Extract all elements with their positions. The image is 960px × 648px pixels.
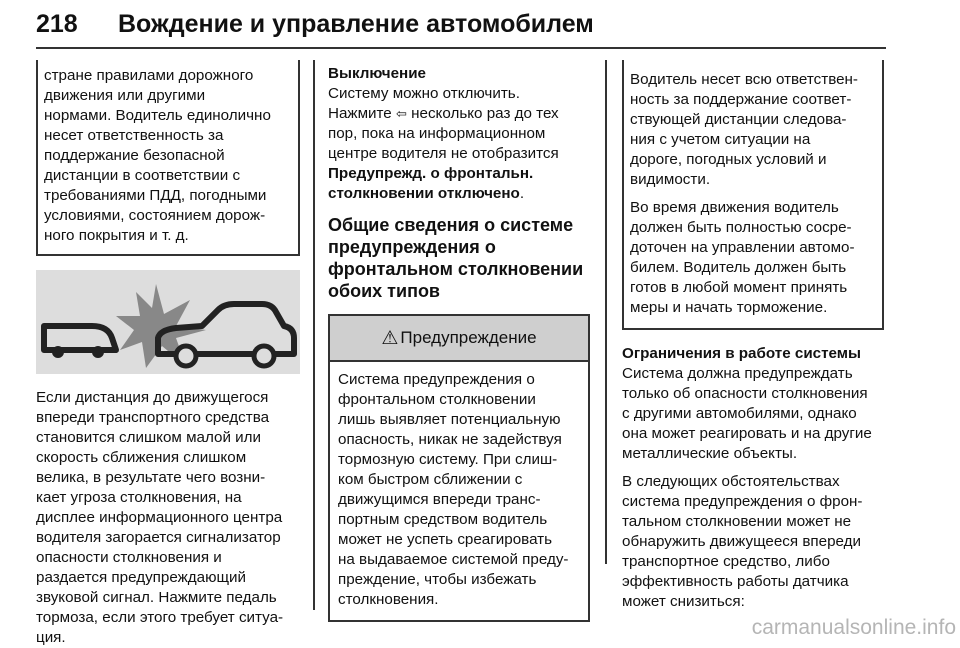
heading-line: фронтальном столкновении	[328, 259, 584, 279]
warning-line: может не успеть среагировать	[338, 531, 553, 548]
continued-notice-box	[36, 60, 300, 256]
box-line: стране правилами дорожного	[44, 67, 254, 84]
body-line: ция.	[36, 629, 66, 646]
body-line: становится слишком малой или	[36, 429, 261, 446]
message-text: столкновении отключено	[328, 185, 520, 202]
box-paragraph	[630, 198, 874, 318]
warning-line: тормозную систему. При слиш-	[338, 451, 558, 468]
body-line: тальном столкновении может не	[622, 513, 852, 530]
limitations-paragraph	[622, 364, 884, 464]
warning-title: Предупреждение	[400, 328, 537, 347]
press-prefix: Нажмите	[328, 105, 392, 122]
column-2	[328, 60, 590, 622]
body-line: кает угроза столкновения, на	[36, 489, 242, 506]
body-line: металлические объекты.	[622, 445, 798, 462]
body-line: пор, пока на информационном	[328, 125, 546, 142]
message-tail: .	[519, 185, 525, 202]
box-line: меры и начать торможение.	[630, 299, 828, 316]
box-line: готов в любой момент принять	[630, 279, 848, 296]
collision-warning-illustration	[36, 270, 300, 374]
body-line: В следующих обстоятельствах	[622, 473, 840, 490]
body-line: велика, в результате чего возни-	[36, 469, 266, 486]
body-line: транспортное средство, либо	[622, 553, 830, 570]
subheading-limitations: Ограничения в работе системы	[622, 345, 862, 362]
body-line: Система должна предупреждать	[622, 365, 853, 382]
column-divider	[605, 60, 607, 564]
box-line: билем. Водитель должен быть	[630, 259, 847, 276]
box-line: движения или другими	[44, 87, 206, 104]
body-line: может снизиться:	[622, 593, 745, 610]
box-line: должен быть полностью сосре-	[630, 219, 852, 236]
box-line: ствующей дистанции следова-	[630, 111, 847, 128]
body-line: Если дистанция до движущегося	[36, 389, 269, 406]
warning-line: на выдаваемое системой преду-	[338, 551, 569, 568]
box-line: ность за поддержание соответ-	[630, 91, 852, 108]
body-line: центре водителя не отобразится	[328, 145, 559, 162]
body-line: с другими автомобилями, однако	[622, 405, 857, 422]
warning-box	[328, 314, 590, 622]
body-line: водителя загорается сигнализатор	[36, 529, 281, 546]
box-line: Во время движения водитель	[630, 199, 839, 216]
box-line: дистанции в соответствии с	[44, 167, 241, 184]
box-line: дороге, погодных условий и	[630, 151, 827, 168]
warning-line: ком быстром сближении с	[338, 471, 523, 488]
steering-wheel-button-icon: ⇦	[395, 106, 407, 121]
press-suffix: несколько раз до тех	[411, 105, 559, 122]
message-line: Предупрежд. о фронтальн.	[328, 165, 534, 182]
body-line: обнаружить движущееся впереди	[622, 533, 861, 550]
message-line	[328, 184, 590, 204]
box-line: доточен на управлении автомо-	[630, 239, 855, 256]
body-line: эффективность работы датчика	[622, 573, 849, 590]
warning-line: опасность, никак не задействуя	[338, 431, 562, 448]
collision-warning-icon	[36, 270, 300, 374]
body-line: только об опасности столкновения	[622, 385, 868, 402]
page-header	[36, 4, 886, 50]
warning-triangle-icon: ⚠	[381, 327, 399, 349]
heading-line: обоих типов	[328, 281, 440, 301]
header-rule	[36, 47, 886, 49]
heading-line: Общие сведения о системе	[328, 215, 574, 235]
body-line: тормоза, если этого требует ситуа-	[36, 609, 284, 626]
watermark: carmanualsonline.info	[751, 616, 956, 639]
box-line: ния с учетом ситуации на	[630, 131, 811, 148]
box-line: поддержание безопасной	[44, 147, 225, 164]
box-line: видимости.	[630, 171, 711, 188]
warning-line: движущимся впереди транс-	[338, 491, 541, 508]
column-divider	[313, 60, 315, 610]
body-line: звуковой сигнал. Нажмите педаль	[36, 589, 277, 606]
warning-body	[330, 362, 588, 620]
circumstances-paragraph	[622, 472, 884, 612]
box-line: ного покрытия и т. д.	[44, 227, 189, 244]
warning-line: столкновения.	[338, 591, 439, 608]
body-line: система предупреждения о фрон-	[622, 493, 863, 510]
body-line: раздается предупреждающий	[36, 569, 246, 586]
warning-line: Система предупреждения о	[338, 371, 535, 388]
page-title: Вождение и управление автомобилем	[118, 10, 594, 38]
column-3	[622, 60, 884, 612]
box-line: условиями, состоянием дорож-	[44, 207, 266, 224]
body-line: скорость сближения слишком	[36, 449, 247, 466]
responsibility-box	[622, 60, 884, 330]
box-line: нормами. Водитель единолично	[44, 107, 271, 124]
warning-line: портным средством водитель	[338, 511, 548, 528]
body-line: опасности столкновения и	[36, 549, 222, 566]
column-1	[36, 60, 300, 648]
section-heading	[328, 214, 590, 302]
warning-line: лишь выявляет потенциальную	[338, 411, 561, 428]
box-line: Водитель несет всю ответствен-	[630, 71, 858, 88]
subheading-disable: Выключение	[328, 65, 426, 82]
warning-line: преждение, чтобы избежать	[338, 571, 537, 588]
warning-header	[330, 316, 588, 362]
press-instruction	[328, 104, 590, 124]
heading-line: предупреждения о	[328, 237, 496, 257]
box-line: требованиями ПДД, погодными	[44, 187, 267, 204]
box-paragraph	[630, 70, 874, 190]
box-line: несет ответственность за	[44, 127, 224, 144]
warning-line: фронтальном столкновении	[338, 391, 536, 408]
body-line: дисплее информационного центра	[36, 509, 283, 526]
page-number: 218	[36, 10, 78, 38]
body-line: Систему можно отключить.	[328, 85, 520, 102]
body-line: она может реагировать и на другие	[622, 425, 872, 442]
body-line: впереди транспортного средства	[36, 409, 270, 426]
collision-description	[36, 388, 300, 648]
